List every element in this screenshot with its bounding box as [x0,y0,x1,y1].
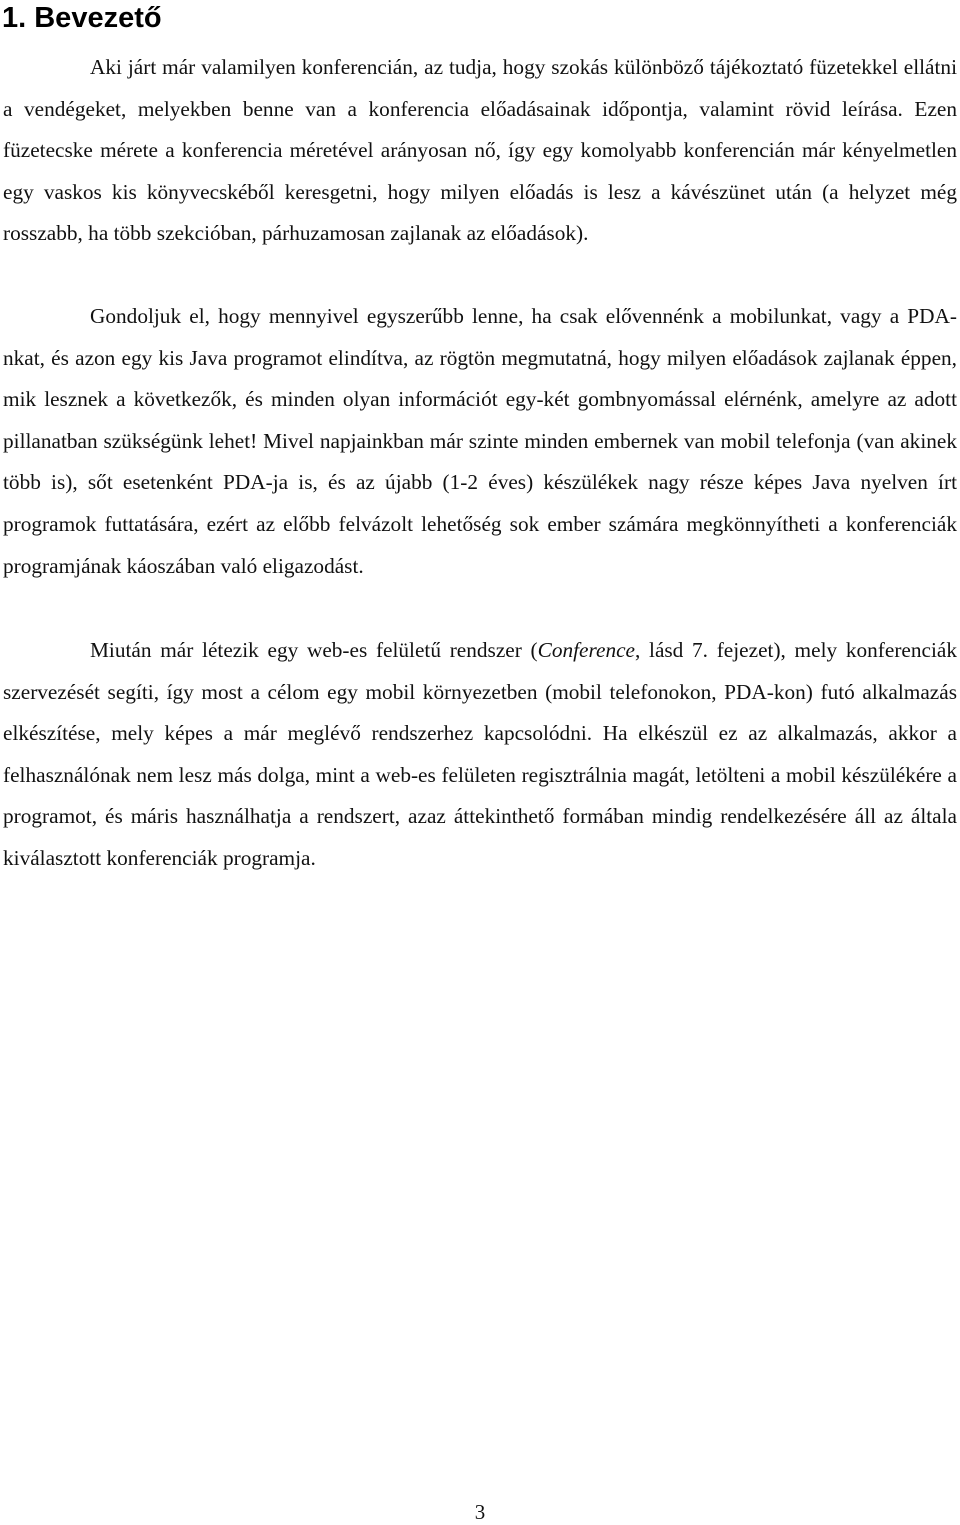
paragraph-1 [3,47,957,255]
paragraph-3 [3,630,957,880]
paragraph-3-text-start: Miután már létezik egy web-es felületű rendszer ( [90,638,538,662]
section-heading: 1. Bevezető [2,2,162,34]
paragraph-3-text [3,630,957,880]
paragraph-3-text-end: , lásd 7. fejezet), mely konferenciák szervezését segíti, így most a célom egy mobil környezetben (mobil telefonokon, PDA-kon) futó alkalmazás elkészítése, mely képes a már meglévő rendszerhez kapcsolódni. Ha elkészül ez az alkalmazás, akkor a felhasználónak nem lesz más dolga, mint a web-es felületen regisztrálnia magát, letölteni a mobil készülékére a programot, és máris használhatja a rendszert, azaz áttekinthető formában mindig rendelkezésére áll az általa kiválasztott konferenciák programja. [3,638,957,870]
paragraph-2-text: Gondoljuk el, hogy mennyivel egyszerűbb lenne, ha csak elővennénk a mobilunkat, vagy a PDA-nkat, és azon egy kis Java programot elindítva, az rögtön megmutatná, hogy milyen előadások zajlanak éppen, mik lesznek a következők, és minden olyan információt egy-két gombnyomással elérnénk, amelyre az adott pillanatban szükségünk lehet! Mivel napjainkban már szinte minden embernek van mobil telefonja (van akinek több is), sőt esetenként PDA-ja is, és az újabb (1-2 éves) készülékek nagy része képes Java nyelven írt programok futtatására, ezért az előbb felvázolt lehetőség sok ember számára megkönnyítheti a konferenciák programjának káoszában való eligazodást. [3,304,957,578]
conference-system-name: Conference [537,638,635,662]
paragraph-2 [3,296,957,587]
page-number: 3 [474,1500,486,1524]
paragraph-1-text: Aki járt már valamilyen konferencián, az tudja, hogy szokás különböző tájékoztató füzetekkel ellátni a vendégeket, melyekben benne van a konferencia előadásainak időpontja, valamint rövid leírása. Ezen füzetecske mérete a konferencia méretével arányosan nő, így egy komolyabb konferencián már kényelmetlen egy vaskos kis könyvecskéből keresgetni, hogy milyen előadás is lesz a kávészünet után (a helyzet még rosszabb, ha több szekcióban, párhuzamosan zajlanak az előadások). [3,55,957,246]
